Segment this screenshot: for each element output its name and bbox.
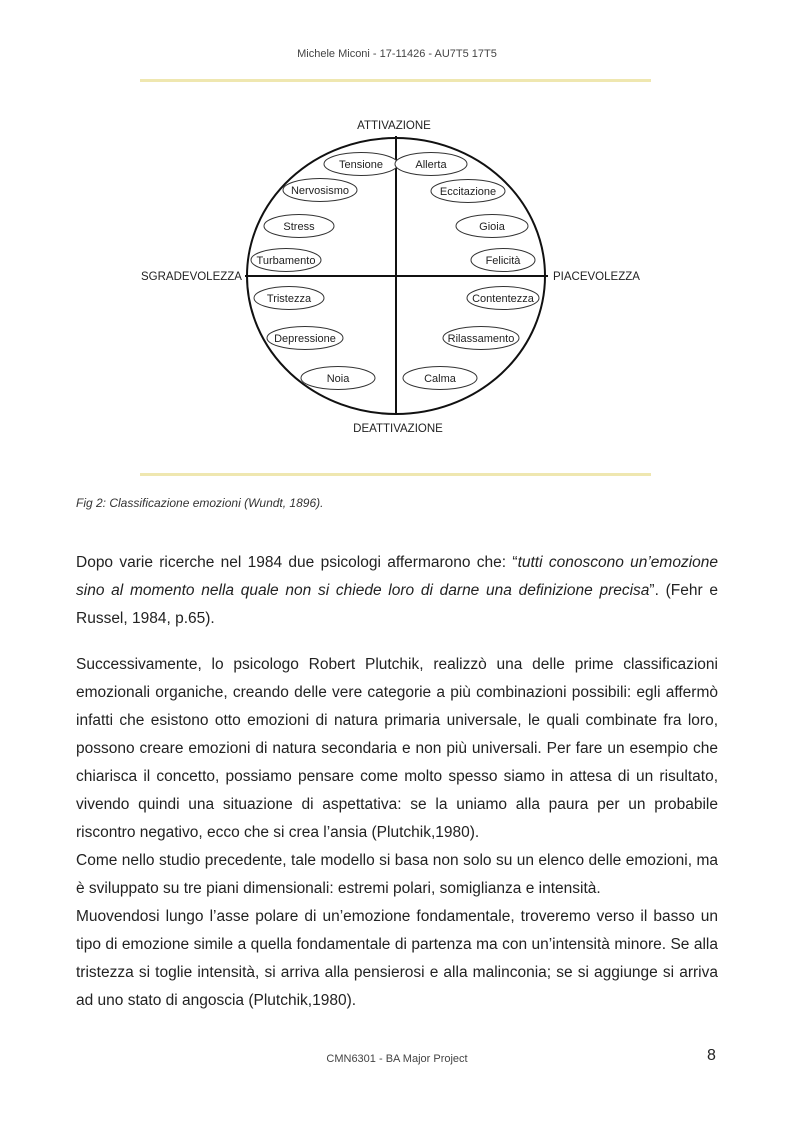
page-header: Michele Miconi - 17-11426 - AU7T5 17T5 — [297, 48, 497, 60]
page-footer: CMN6301 - BA Major Project — [326, 1053, 468, 1065]
emotion-label-right-1: Eccitazione — [439, 186, 497, 198]
divider-top — [140, 79, 651, 82]
axis-label-bottom: DEATTIVAZIONE — [353, 423, 443, 435]
emotion-label-right-5: Rilassamento — [447, 333, 515, 345]
emotion-label-left-3: Turbamento — [256, 255, 316, 267]
paragraph-2-part-3: Muovendosi lungo l’asse polare di un’emozione fondamentale, troveremo verso il basso un tipo di emozione simile a quella fondamentale di partenza ma con un’intensità minore. Se alla tristezza si toglie intensità, si arriva alla pensierosi e alla malinconia; se si aggiunge si arriva ad uno stato di angoscia (Plutchik,1980). — [76, 908, 718, 1009]
emotion-label-left-5: Depressione — [274, 333, 336, 345]
paragraph-2-part-2: Come nello studio precedente, tale modello si basa non solo su un elenco delle emozioni, ma è sviluppato su tre piani dimensionali: estremi polari, somiglianza e intensità. — [76, 852, 718, 897]
emotion-label-left-0: Tensione — [338, 159, 384, 171]
paragraph-1-citation: ”. (Fehr e Russel, 1984, p.65). — [76, 582, 718, 627]
figure-caption: Fig 2: Classificazione emozioni (Wundt, 1896). — [76, 496, 324, 510]
emotion-label-left-4: Tristezza — [266, 293, 312, 305]
axis-label-right: PIACEVOLEZZA — [553, 271, 640, 283]
paragraph-2 — [76, 651, 718, 1015]
paragraph-2-part-1: Successivamente, lo psicologo Robert Plutchik, realizzò una delle prime classificazioni emozionali organiche, creando delle vere categorie a più combinazioni possibili: egli affermò infatti che esistono otto emozioni di natura primaria universale, le quali combinate fra loro, possono creare emozioni di natura secondaria e non più universali. Per fare un esempio che chiarisca il concetto, possiamo pensare come molto spesso siamo in attesa di un risultato, vivendo quindi una situazione di aspettativa: se la uniamo alla paura per un probabile riscontro negativo, ecco che si crea l’ansia (Plutchik,1980). — [76, 656, 718, 841]
axis-label-top: ATTIVAZIONE — [357, 120, 431, 132]
emotion-label-right-0: Allerta — [415, 159, 447, 171]
page-number: 8 — [707, 1047, 716, 1064]
paragraph-1 — [76, 549, 718, 633]
emotion-label-right-4: Contentezza — [472, 293, 534, 305]
emotion-classification-diagram — [0, 100, 794, 440]
paragraph-1-intro: Dopo varie ricerche nel 1984 due psicologi affermarono che: “ — [76, 554, 518, 571]
paragraph-1-quote: tutti conoscono un’emozione sino al momento nella quale non si chiede loro di darne una definizione precisa — [76, 554, 719, 599]
emotion-label-right-6: Calma — [424, 373, 456, 385]
emotion-label-right-3: Felicità — [485, 255, 521, 267]
axis-label-left: SGRADEVOLEZZA — [141, 271, 242, 283]
emotion-label-left-6: Noia — [326, 373, 350, 385]
emotion-label-left-1: Nervosismo — [290, 185, 350, 197]
emotion-label-left-2: Stress — [283, 221, 315, 233]
emotion-label-right-2: Gioia — [479, 221, 505, 233]
divider-bottom — [140, 473, 651, 476]
